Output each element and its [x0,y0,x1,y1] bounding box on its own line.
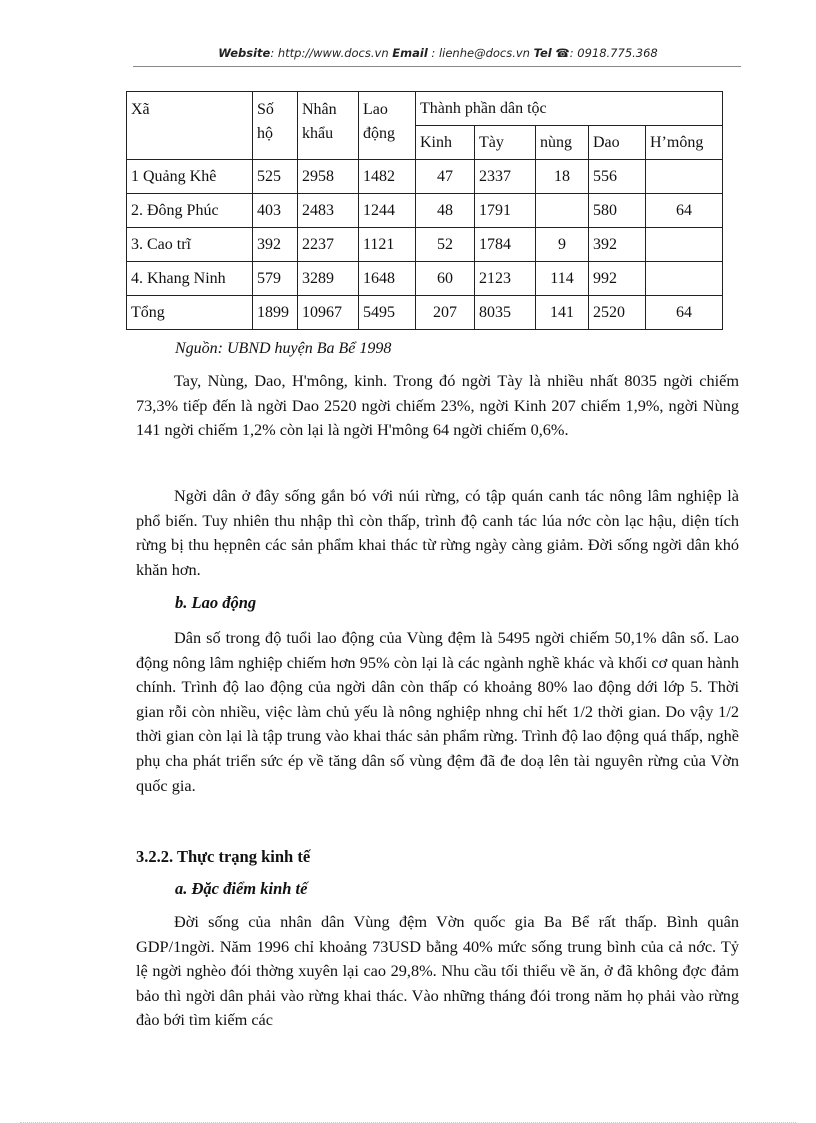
table-row [127,228,723,262]
table-total-row [127,296,723,330]
cell-dao: 992 [589,262,646,296]
subheading-dac-diem-kinh-te: a. Đặc điểm kinh tế [175,879,308,898]
website-label: Website [218,46,271,60]
cell-lao-dong: 1244 [359,194,416,228]
cell-so-ho: 1899 [253,296,298,330]
cell-xa: 2. Đông Phúc [127,194,253,228]
cell-nhan-khau: 2237 [298,228,359,262]
cell-dao: 392 [589,228,646,262]
cell-nhan-khau: 2958 [298,160,359,194]
cell-hmong: 64 [646,296,723,330]
cell-nhan-khau: 10967 [298,296,359,330]
cell-nung: 141 [536,296,589,330]
cell-xa: Tổng [127,296,253,330]
paragraph-economy: Đời sống của nhân dân Vùng đệm Vờn quốc gia Ba Bể rất thấp. Bình quân GDP/1ngời. Năm 1996 chỉ khoảng 73USD bằng 40% mức sống trung bình của cả nớc. Tỷ lệ ngời nghèo đói thờng xuyên lại cao 29,8%. Nhu cầu tối thiểu về ăn, ở đã không đợc đảm bảo thì ngời dân phải vào rừng khai thác. Vào những tháng đói trong năm họ phải vào rừng đào bới tìm kiếm các [136,912,739,1030]
cell-hmong [646,228,723,262]
cell-lao-dong: 1482 [359,160,416,194]
header-dao: Dao [589,126,646,160]
cell-so-ho: 403 [253,194,298,228]
header-divider [133,66,741,67]
cell-tay: 2123 [475,262,536,296]
cell-tay: 2337 [475,160,536,194]
cell-xa: 3. Cao trĩ [127,228,253,262]
table-row [127,194,723,228]
cell-xa: 1 Quảng Khê [127,160,253,194]
email-value: : lienhe@docs.vn [431,46,530,60]
cell-hmong [646,160,723,194]
cell-hmong [646,262,723,296]
header-nung: nùng [536,126,589,160]
cell-lao-dong: 1648 [359,262,416,296]
header-nhan-khau: Nhân khẩu [298,92,359,160]
table-header-row [127,92,723,126]
cell-lao-dong: 1121 [359,228,416,262]
cell-nung [536,194,589,228]
header-kinh: Kinh [416,126,475,160]
cell-kinh: 47 [416,160,475,194]
subheading-lao-dong: b. Lao động [175,593,257,612]
paragraph-ethnic-composition: Tay, Nùng, Dao, H'mông, kinh. Trong đó ngời Tày là nhiều nhất 8035 ngời chiếm 73,3% tiếp đến là ngời Dao 2520 ngời chiếm 23%, ngời Kinh 207 chiếm 1,9%, ngời Nùng 141 ngời chiếm 1,2% còn lại là ngời H'mông 64 ngời chiếm 0,6%. [136,371,739,440]
cell-kinh: 207 [416,296,475,330]
phone-icon: ☎ [555,46,570,60]
cell-hmong: 64 [646,194,723,228]
header-hmong: H’mông [646,126,723,160]
cell-dao: 580 [589,194,646,228]
cell-dao: 2520 [589,296,646,330]
cell-xa: 4. Khang Ninh [127,262,253,296]
cell-kinh: 60 [416,262,475,296]
header-so-ho: Số hộ [253,92,298,160]
cell-kinh: 52 [416,228,475,262]
paragraph-livelihood: Ngời dân ở đây sống gắn bó với núi rừng, có tập quán canh tác nông lâm nghiệp là phổ biến. Tuy nhiên thu nhập thì còn thấp, trình độ canh tác lúa nớc còn lạc hậu, diện tích rừng bị thu hẹpnên các sản phẩm khai thác từ rừng ngày càng giảm. Đời sống ngời dân khó khăn hơn. [136,486,739,579]
cell-so-ho: 525 [253,160,298,194]
cell-nung: 114 [536,262,589,296]
cell-nhan-khau: 3289 [298,262,359,296]
tel-value: : 0918.775.368 [569,46,658,60]
website-value: : http://www.docs.vn [270,46,389,60]
header-xa: Xã [127,92,253,160]
cell-dao: 556 [589,160,646,194]
header-lao-dong: Lao động [359,92,416,160]
section-heading-3-2-2: 3.2.2. Thực trạng kinh tế [136,847,311,866]
population-table [126,91,723,330]
cell-lao-dong: 5495 [359,296,416,330]
cell-nung: 18 [536,160,589,194]
table-row [127,160,723,194]
cell-nhan-khau: 2483 [298,194,359,228]
table-source: Nguồn: UBND huyện Ba Bể 1998 [175,340,392,357]
cell-tay: 8035 [475,296,536,330]
header-tay: Tày [475,126,536,160]
page-header [133,46,743,60]
email-label: Email [392,46,428,60]
cell-nung: 9 [536,228,589,262]
tel-label: Tel [533,46,552,60]
cell-tay: 1784 [475,228,536,262]
table-row [127,262,723,296]
cell-tay: 1791 [475,194,536,228]
cell-kinh: 48 [416,194,475,228]
paragraph-labor: Dân số trong độ tuổi lao động của Vùng đệm là 5495 ngời chiếm 50,1% dân số. Lao động nông lâm nghiệp chiếm hơn 95% còn lại là các ngành nghề khác và khối cơ quan hành chính. Trình độ lao động của ngời dân còn thấp có khoảng 80% lao động dới lớp 5. Thời gian rỗi còn nhiều, việc làm chủ yếu là nông nghiệp nhng chỉ hết 1/2 thời gian. Do vậy 1/2 thời gian còn lại là tập trung vào khai thác sản phẩm rừng. Trình độ lao động quá thấp, nghề phụ cha phát triển sức ép về tăng dân số vùng đệm đã đe doạ lên tài nguyên rừng của Vờn quốc gia. [136,628,739,795]
cell-so-ho: 579 [253,262,298,296]
cell-so-ho: 392 [253,228,298,262]
header-thanh-phan: Thành phần dân tộc [416,92,723,126]
